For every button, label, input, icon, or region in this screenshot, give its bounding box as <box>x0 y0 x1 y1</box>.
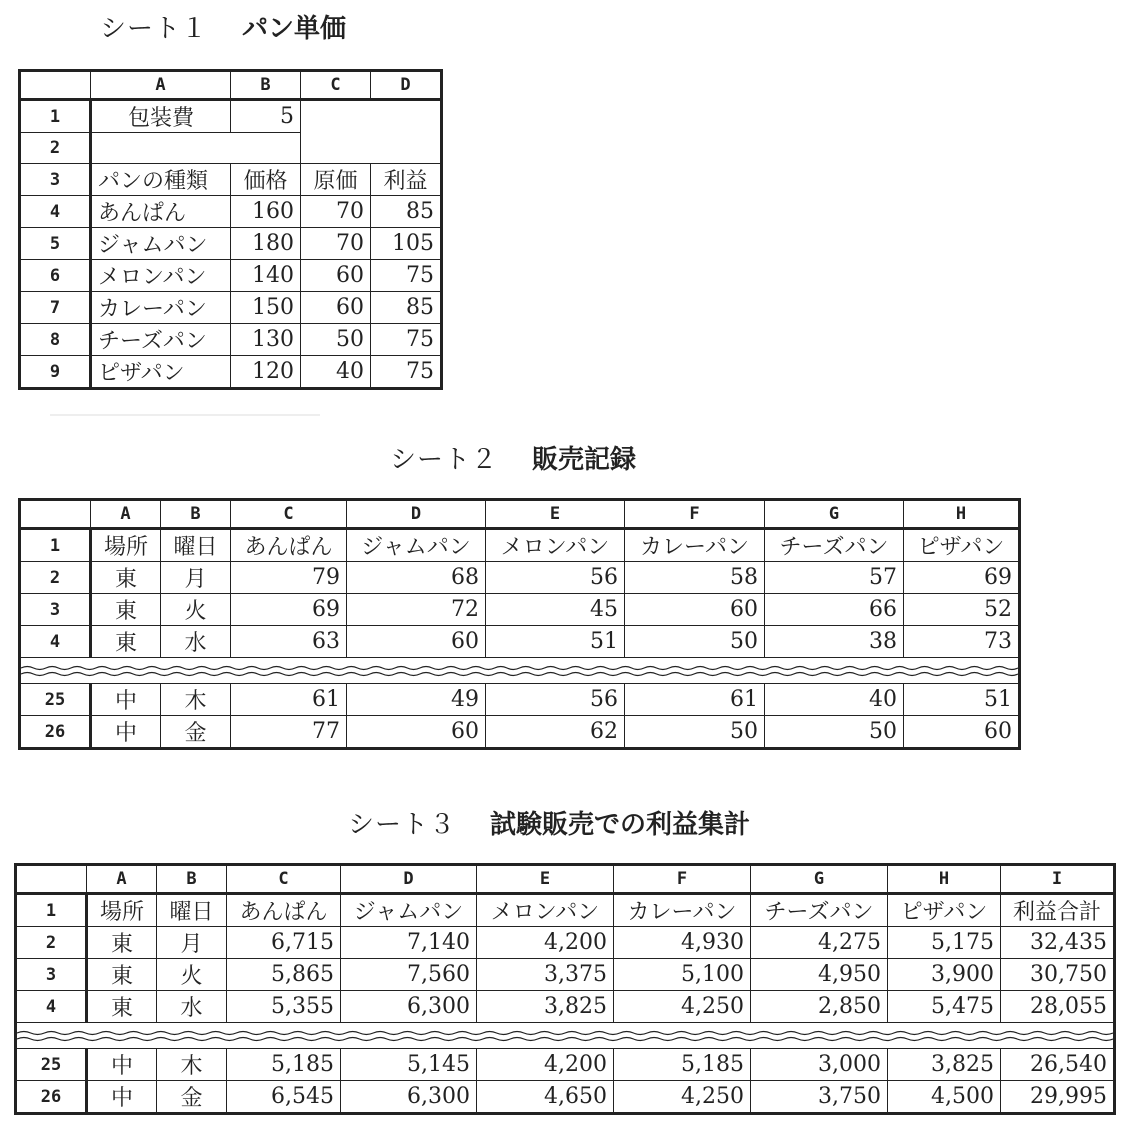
value-cell[interactable]: 77 <box>231 716 347 749</box>
weekday-cell[interactable]: 水 <box>157 991 227 1023</box>
value-cell[interactable]: 29,995 <box>1001 1081 1115 1114</box>
value-cell[interactable]: 60 <box>625 594 765 626</box>
cost-cell[interactable]: 70 <box>301 196 371 228</box>
table-row <box>20 562 1020 594</box>
value-cell[interactable]: 66 <box>765 594 904 626</box>
sheet2-table <box>18 498 1021 750</box>
value-cell[interactable]: 3,375 <box>477 959 614 991</box>
row-break <box>20 658 1020 684</box>
value-cell[interactable]: 50 <box>625 626 765 658</box>
header-cell[interactable]: ピザパン <box>904 529 1020 562</box>
value-cell[interactable]: 5,175 <box>888 927 1001 959</box>
row-header[interactable]: 7 <box>20 292 91 324</box>
empty-cell[interactable] <box>301 100 442 164</box>
table-row <box>20 228 442 260</box>
value-cell[interactable]: 5,475 <box>888 991 1001 1023</box>
row-header[interactable]: 6 <box>20 260 91 292</box>
table-row <box>16 894 1115 927</box>
bread-name-cell[interactable]: ジャムパン <box>91 228 231 260</box>
location-cell[interactable]: 東 <box>91 626 161 658</box>
value-cell[interactable]: 7,560 <box>341 959 477 991</box>
sheet2-title-number: シート２ <box>390 445 499 475</box>
profit-cell[interactable]: 75 <box>371 356 442 389</box>
value-cell[interactable]: 73 <box>904 626 1020 658</box>
price-cell[interactable]: 150 <box>231 292 301 324</box>
cost-cell[interactable]: 70 <box>301 228 371 260</box>
table-row <box>20 324 442 356</box>
weekday-cell[interactable]: 水 <box>161 626 231 658</box>
row-header[interactable]: 1 <box>16 894 87 927</box>
column-header[interactable]: G <box>751 865 888 894</box>
value-cell[interactable]: 52 <box>904 594 1020 626</box>
column-header[interactable]: B <box>157 865 227 894</box>
value-cell[interactable]: 3,825 <box>888 1049 1001 1081</box>
value-cell[interactable]: 69 <box>231 594 347 626</box>
cost-cell[interactable]: 60 <box>301 260 371 292</box>
cost-cell[interactable]: 50 <box>301 324 371 356</box>
wavy-break-icon <box>21 665 1018 677</box>
value-cell[interactable]: 50 <box>765 716 904 749</box>
row-header[interactable]: 26 <box>16 1081 87 1114</box>
column-header[interactable]: D <box>341 865 477 894</box>
value-cell[interactable]: 5,355 <box>227 991 341 1023</box>
row-break <box>16 1023 1115 1049</box>
column-header[interactable]: F <box>614 865 751 894</box>
value-cell[interactable]: 3,825 <box>477 991 614 1023</box>
header-cell[interactable]: カレーパン <box>614 894 751 927</box>
value-cell[interactable]: 5,185 <box>227 1049 341 1081</box>
table-row <box>20 292 442 324</box>
sheet1-title-name: パン単価 <box>242 14 347 44</box>
value-cell[interactable]: 5,100 <box>614 959 751 991</box>
value-cell[interactable]: 61 <box>231 684 347 716</box>
empty-cell[interactable] <box>91 133 301 164</box>
corner-cell[interactable] <box>20 500 91 529</box>
sheet3-table <box>14 863 1116 1115</box>
location-cell[interactable]: 中 <box>91 684 161 716</box>
table-row <box>16 927 1115 959</box>
value-cell[interactable]: 60 <box>904 716 1020 749</box>
column-header[interactable]: H <box>888 865 1001 894</box>
table-row <box>20 356 442 389</box>
header-cell[interactable]: カレーパン <box>625 529 765 562</box>
value-cell[interactable]: 56 <box>486 562 625 594</box>
value-cell[interactable]: 3,750 <box>751 1081 888 1114</box>
row-header[interactable]: 26 <box>20 716 91 749</box>
value-cell[interactable]: 3,900 <box>888 959 1001 991</box>
value-cell[interactable]: 3,000 <box>751 1049 888 1081</box>
value-cell[interactable]: 79 <box>231 562 347 594</box>
header-cell[interactable]: チーズパン <box>765 529 904 562</box>
column-header[interactable]: C <box>301 71 371 100</box>
row-header[interactable]: 25 <box>20 684 91 716</box>
value-cell[interactable]: 6,715 <box>227 927 341 959</box>
value-cell[interactable]: 4,500 <box>888 1081 1001 1114</box>
table-row <box>20 684 1020 716</box>
value-cell[interactable]: 4,250 <box>614 1081 751 1114</box>
weekday-cell[interactable]: 木 <box>161 684 231 716</box>
value-cell[interactable]: 5,185 <box>614 1049 751 1081</box>
sheet1-column-header-row <box>20 71 442 100</box>
value-cell[interactable]: 28,055 <box>1001 991 1115 1023</box>
row-header[interactable]: 3 <box>20 164 91 196</box>
row-header[interactable]: 2 <box>16 927 87 959</box>
price-cell[interactable]: 140 <box>231 260 301 292</box>
value-cell[interactable]: 40 <box>765 684 904 716</box>
value-cell[interactable]: 38 <box>765 626 904 658</box>
location-cell[interactable]: 東 <box>91 594 161 626</box>
column-header[interactable]: A <box>91 71 231 100</box>
value-cell[interactable]: 60 <box>347 716 486 749</box>
value-cell[interactable]: 4,650 <box>477 1081 614 1114</box>
value-cell[interactable]: 56 <box>486 684 625 716</box>
value-cell[interactable]: 5,145 <box>341 1049 477 1081</box>
bread-name-cell[interactable]: あんぱん <box>91 196 231 228</box>
location-cell[interactable]: 東 <box>87 959 157 991</box>
header-cell[interactable]: 価格 <box>231 164 301 196</box>
value-cell[interactable]: 2,850 <box>751 991 888 1023</box>
profit-cell[interactable]: 75 <box>371 260 442 292</box>
header-cell[interactable]: メロンパン <box>477 894 614 927</box>
header-cell[interactable]: あんぱん <box>227 894 341 927</box>
profit-cell[interactable]: 105 <box>371 228 442 260</box>
sheet3-title <box>348 804 750 841</box>
value-cell[interactable]: 51 <box>904 684 1020 716</box>
value-cell[interactable]: 30,750 <box>1001 959 1115 991</box>
column-header[interactable]: A <box>91 500 161 529</box>
table-row <box>16 991 1115 1023</box>
sheet1-title-number: シート１ <box>100 14 209 44</box>
location-cell[interactable]: 東 <box>87 991 157 1023</box>
value-cell[interactable]: 26,540 <box>1001 1049 1115 1081</box>
weekday-cell[interactable]: 木 <box>157 1049 227 1081</box>
price-cell[interactable]: 160 <box>231 196 301 228</box>
header-cell[interactable]: 原価 <box>301 164 371 196</box>
row-header[interactable]: 4 <box>20 196 91 228</box>
location-cell[interactable]: 東 <box>87 927 157 959</box>
header-cell[interactable]: 利益合計 <box>1001 894 1115 927</box>
value-cell[interactable]: 4,250 <box>614 991 751 1023</box>
bread-name-cell[interactable]: カレーパン <box>91 292 231 324</box>
header-cell[interactable]: メロンパン <box>486 529 625 562</box>
value-cell[interactable]: 61 <box>625 684 765 716</box>
value-cell[interactable]: 4,930 <box>614 927 751 959</box>
value-cell[interactable]: 4,275 <box>751 927 888 959</box>
table-row <box>20 716 1020 749</box>
row-header[interactable]: 3 <box>20 594 91 626</box>
column-header[interactable]: B <box>161 500 231 529</box>
table-row <box>20 260 442 292</box>
table-row <box>20 100 442 133</box>
value-cell[interactable]: 68 <box>347 562 486 594</box>
sheet2-title-name: 販売記録 <box>532 445 637 475</box>
table-row <box>20 196 442 228</box>
column-header[interactable]: A <box>87 865 157 894</box>
location-cell[interactable]: 東 <box>91 562 161 594</box>
table-row <box>16 1081 1115 1114</box>
table-row <box>20 594 1020 626</box>
row-header[interactable]: 1 <box>20 529 91 562</box>
header-cell[interactable]: パンの種類 <box>91 164 231 196</box>
column-header[interactable]: D <box>347 500 486 529</box>
header-cell[interactable]: 曜日 <box>161 529 231 562</box>
value-cell[interactable]: 72 <box>347 594 486 626</box>
value-cell[interactable]: 63 <box>231 626 347 658</box>
header-cell[interactable]: あんぱん <box>231 529 347 562</box>
profit-cell[interactable]: 85 <box>371 292 442 324</box>
value-cell[interactable]: 32,435 <box>1001 927 1115 959</box>
weekday-cell[interactable]: 金 <box>161 716 231 749</box>
header-cell[interactable]: 曜日 <box>157 894 227 927</box>
row-header[interactable]: 25 <box>16 1049 87 1081</box>
column-header[interactable]: C <box>227 865 341 894</box>
row-header[interactable]: 9 <box>20 356 91 389</box>
column-header[interactable]: F <box>625 500 765 529</box>
divider <box>50 414 320 416</box>
row-header[interactable]: 2 <box>20 133 91 164</box>
row-header[interactable]: 8 <box>20 324 91 356</box>
sheet1-table <box>18 69 443 390</box>
value-cell[interactable]: 49 <box>347 684 486 716</box>
value-cell[interactable]: 60 <box>347 626 486 658</box>
price-cell[interactable]: 130 <box>231 324 301 356</box>
row-header[interactable]: 1 <box>20 100 91 133</box>
sheet3-title-name: 試験販売での利益集計 <box>490 810 751 840</box>
corner-cell[interactable] <box>16 865 87 894</box>
column-header[interactable]: I <box>1001 865 1115 894</box>
profit-cell[interactable]: 75 <box>371 324 442 356</box>
header-cell[interactable]: ジャムパン <box>347 529 486 562</box>
value-cell[interactable]: 4,200 <box>477 927 614 959</box>
header-cell[interactable]: ジャムパン <box>341 894 477 927</box>
weekday-cell[interactable]: 金 <box>157 1081 227 1114</box>
value-cell[interactable]: 69 <box>904 562 1020 594</box>
bread-name-cell[interactable]: チーズパン <box>91 324 231 356</box>
row-header[interactable]: 2 <box>20 562 91 594</box>
value-cell[interactable]: 6,300 <box>341 1081 477 1114</box>
value-cell[interactable]: 4,200 <box>477 1049 614 1081</box>
header-cell[interactable]: 利益 <box>371 164 442 196</box>
location-cell[interactable]: 中 <box>87 1049 157 1081</box>
header-cell[interactable]: 場所 <box>87 894 157 927</box>
sheet2-column-header-row <box>20 500 1020 529</box>
bread-name-cell[interactable]: メロンパン <box>91 260 231 292</box>
column-header[interactable]: E <box>477 865 614 894</box>
value-cell[interactable]: 58 <box>625 562 765 594</box>
weekday-cell[interactable]: 火 <box>157 959 227 991</box>
column-header[interactable]: D <box>371 71 442 100</box>
profit-cell[interactable]: 85 <box>371 196 442 228</box>
column-header[interactable]: E <box>486 500 625 529</box>
header-cell[interactable]: チーズパン <box>751 894 888 927</box>
cost-cell[interactable]: 60 <box>301 292 371 324</box>
wavy-break-icon <box>17 1030 1113 1042</box>
sheet2-title <box>390 439 636 476</box>
location-cell[interactable]: 中 <box>91 716 161 749</box>
value-cell[interactable]: 50 <box>625 716 765 749</box>
value-cell[interactable]: 57 <box>765 562 904 594</box>
weekday-cell[interactable]: 月 <box>161 562 231 594</box>
sheet3-title-number: シート３ <box>348 810 457 840</box>
table-row <box>16 959 1115 991</box>
cost-cell[interactable]: 40 <box>301 356 371 389</box>
row-header[interactable]: 3 <box>16 959 87 991</box>
value-cell[interactable]: 5,865 <box>227 959 341 991</box>
table-row <box>20 164 442 196</box>
weekday-cell[interactable]: 月 <box>157 927 227 959</box>
corner-cell[interactable] <box>20 71 91 100</box>
price-cell[interactable]: 180 <box>231 228 301 260</box>
header-cell[interactable]: 場所 <box>91 529 161 562</box>
packaging-fee-label[interactable]: 包装費 <box>91 100 231 133</box>
packaging-fee-value[interactable]: 5 <box>231 100 301 133</box>
column-header[interactable]: C <box>231 500 347 529</box>
column-header[interactable]: G <box>765 500 904 529</box>
value-cell[interactable]: 6,545 <box>227 1081 341 1114</box>
sheet3-column-header-row <box>16 865 1115 894</box>
value-cell[interactable]: 7,140 <box>341 927 477 959</box>
column-header[interactable]: H <box>904 500 1020 529</box>
table-row <box>20 529 1020 562</box>
weekday-cell[interactable]: 火 <box>161 594 231 626</box>
row-break-cell <box>16 1023 1115 1049</box>
row-header[interactable]: 4 <box>16 991 87 1023</box>
bread-name-cell[interactable]: ピザパン <box>91 356 231 389</box>
table-row <box>16 1049 1115 1081</box>
value-cell[interactable]: 6,300 <box>341 991 477 1023</box>
row-header[interactable]: 4 <box>20 626 91 658</box>
header-cell[interactable]: ピザパン <box>888 894 1001 927</box>
column-header[interactable]: B <box>231 71 301 100</box>
row-break-cell <box>20 658 1020 684</box>
sheet1-title <box>100 8 346 45</box>
price-cell[interactable]: 120 <box>231 356 301 389</box>
value-cell[interactable]: 62 <box>486 716 625 749</box>
value-cell[interactable]: 4,950 <box>751 959 888 991</box>
value-cell[interactable]: 45 <box>486 594 625 626</box>
table-row <box>20 626 1020 658</box>
location-cell[interactable]: 中 <box>87 1081 157 1114</box>
value-cell[interactable]: 51 <box>486 626 625 658</box>
row-header[interactable]: 5 <box>20 228 91 260</box>
